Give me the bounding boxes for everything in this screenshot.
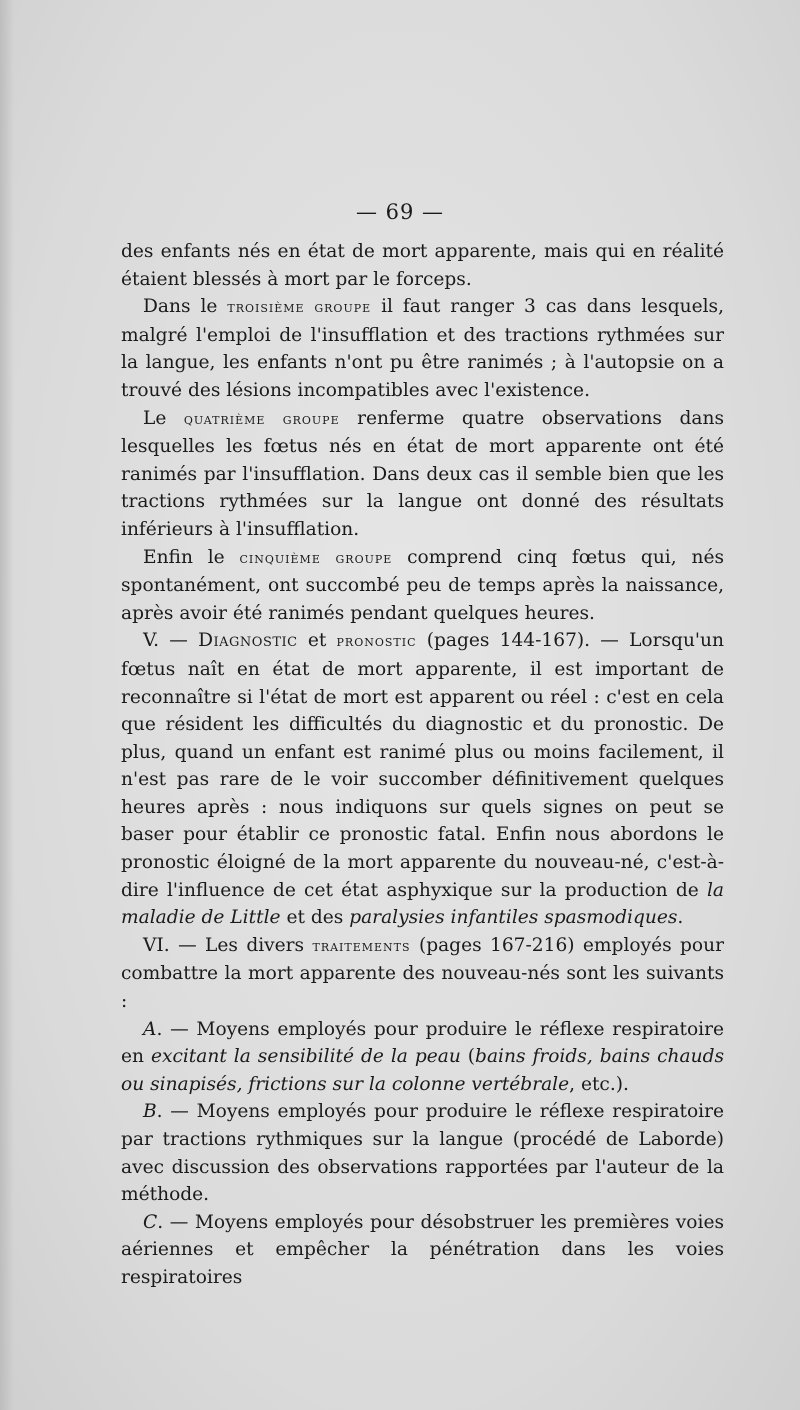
italic-text: bains froids, bains chauds ou sinapisés, frictions sur la colonne vertébrale [121, 1046, 725, 1095]
body-text [121, 238, 724, 1292]
italic-text: B [143, 1101, 157, 1123]
text-run: . — Moyens employés pour produire le réflexe respiratoire par tractions rythmiques sur la langue (procédé de Laborde) avec discussion des observations rapportées par l'auteur de la méthode. [121, 1101, 724, 1206]
italic-text: la maladie de Little [121, 879, 724, 929]
italic-text: C [143, 1211, 158, 1233]
text-run: il faut ranger 3 cas dans lesquels, malgré l'emploi de l'insufflation et des tractions rythmées sur la langue, les enfants n'ont pu être ranimés ; à l'autopsie on a trouvé des lésions incompatibles avec l'existence. [121, 296, 724, 401]
text-run: VI. — Les divers [143, 934, 313, 956]
text-run: Dans le [143, 296, 228, 318]
paragraph-2 [121, 293, 724, 404]
paragraph-3 [121, 405, 724, 544]
paragraph-9 [121, 1209, 724, 1292]
italic-text: excitant la sensibilité de la peau [150, 1046, 461, 1068]
text-run: . — Moyens employés pour désobstruer les premières voies aériennes et empêcher la pénétration dans les voies respiratoires [121, 1211, 724, 1288]
paragraph-4 [121, 544, 724, 628]
italic-text: paralysies infantiles spasmodiques [349, 907, 678, 929]
text-run: Enfin le [143, 546, 240, 568]
text-run: Le [143, 407, 184, 429]
section-term: pronostic [336, 632, 417, 651]
page-number: — 69 — [355, 200, 445, 224]
text-run: . [677, 907, 684, 929]
paragraph-7 [121, 1016, 724, 1099]
text-run: comprend cinq fœtus qui, nés spontanément, ont succombé peu de temps après la naissance, après avoir été ranimés pendant quelques heures. [121, 546, 724, 624]
section-term: troisième groupe [227, 298, 372, 317]
text-run: V. — [143, 630, 199, 652]
text-run: et [297, 630, 337, 652]
paragraph-6 [121, 932, 724, 1016]
text-run: ( [460, 1046, 476, 1068]
text-run: , etc.). [569, 1073, 629, 1095]
section-term: cinquième groupe [239, 548, 393, 567]
paragraph-1: des enfants nés en état de mort apparente, mais qui en réalité étaient blessés à mort par le forceps. [121, 241, 724, 290]
text-run: renferme quatre observations dans lesquelles les fœtus nés en état de mort apparente ont été ranimés par l'insufflation. Dans deux cas il semble bien que les tractions rythmées sur la langue ont donné des résultats inférieurs à l'insufflation. [121, 407, 724, 540]
text-run: . — Moyens employés pour produire le réflexe respiratoire en [121, 1018, 724, 1068]
section-term: quatrième groupe [183, 409, 340, 428]
paragraph-8 [121, 1098, 724, 1208]
section-term: traitements [312, 936, 411, 955]
section-term: Diagnostic [198, 630, 298, 652]
italic-text: A [143, 1018, 157, 1040]
paragraph-5 [121, 627, 724, 932]
text-run: (pages 144-167). — Lorsqu'un fœtus naît en état de mort apparente, il est important de reconnaître si l'état de mort est apparent ou réel : c'est en cela que résident les difficultés du diagnostic et du pronostic. De plus, quand un enfant est ranimé plus ou moins facilement, il n'est pas rare de le voir succomber définitivement quelques heures après : nous indiquons sur quels signes on peut se baser pour établir ce pronostic fatal. Enfin nous abordons le pronostic éloigné de la mort apparente du nouveau-né, c'est-à-dire l'influence de cet état asphyxique sur la production de [121, 630, 724, 901]
text-run: et des [280, 907, 350, 929]
text-run: (pages 167-216) employés pour combattre la mort apparente des nouveau-nés sont les suivants : [121, 934, 724, 1013]
